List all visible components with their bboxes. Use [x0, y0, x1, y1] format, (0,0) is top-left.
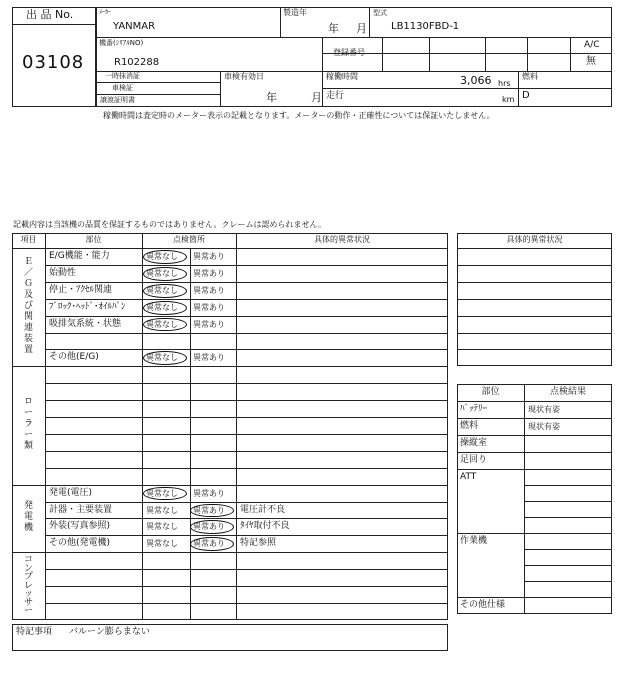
- group-label-char: ー: [23, 606, 33, 617]
- ac-label: A/C: [584, 40, 600, 50]
- parts-row-part: 操縦室: [460, 437, 488, 448]
- option-abnormal: 異常あり: [193, 539, 225, 549]
- table-header-3: 具体的異常状況: [314, 235, 370, 244]
- hours-notice: 稼働時間は査定時のメーター表示の記載となります。メーターの動作・正確性については保証いたしません。: [103, 111, 495, 120]
- fuel-label: 燃料: [522, 72, 538, 81]
- quality-notice: 記載内容は当該機の品質を保証するものではありません。クレームは認められません。: [13, 220, 326, 229]
- group-label-char: コ: [23, 555, 33, 566]
- option-normal: 異常なし: [146, 268, 178, 278]
- group-label-char: Ｅ: [23, 256, 33, 267]
- serial-label: 機番(ｼﾘｱﾙNO): [99, 39, 144, 47]
- group-label-char: ー: [23, 429, 33, 440]
- option-normal: 異常なし: [146, 285, 178, 295]
- serial-value: R102288: [114, 57, 160, 68]
- hours-label: 稼働時間: [326, 72, 358, 81]
- parts-row-part: ﾊﾞｯﾃﾘｰ: [460, 404, 488, 414]
- table-header-0: 項目: [20, 235, 37, 244]
- parts-row-part: ATT: [460, 471, 477, 482]
- parts-row-part: その他仕様: [460, 600, 506, 611]
- option-normal: 異常なし: [146, 319, 178, 329]
- group-label-char: ／: [23, 267, 33, 278]
- part-label: 計器・主要装置: [49, 504, 113, 515]
- group-label-char: 関: [23, 311, 33, 322]
- part-label: 外装(写真参照): [49, 521, 111, 532]
- part-label: 始動性: [49, 267, 77, 278]
- option-abnormal: 異常あり: [193, 252, 225, 261]
- option-abnormal: 異常あり: [193, 268, 225, 278]
- option-abnormal: 異常あり: [193, 285, 225, 295]
- month-unit: 月: [356, 22, 367, 35]
- option-abnormal: 異常あり: [193, 302, 225, 312]
- parts-row-part: 作業機: [460, 535, 488, 546]
- detail-header: 具体的異常状況: [506, 235, 563, 244]
- parts-row-part: 燃料: [460, 420, 479, 431]
- option-normal: 異常なし: [146, 353, 178, 363]
- year-unit: 年: [328, 22, 339, 35]
- group-label-char: ラ: [23, 418, 33, 429]
- option-abnormal: 異常あり: [193, 522, 225, 532]
- inspection-cert-label: 車検証: [112, 84, 133, 92]
- part-label: 発電(電圧): [49, 487, 93, 498]
- part-label: その他(発電機): [49, 538, 111, 549]
- vehicle-info-grid: [96, 7, 612, 107]
- group-label-char: Ｇ: [23, 278, 33, 289]
- group-label-char: 機: [23, 522, 33, 533]
- part-label: ﾌﾞﾛｯｸ･ﾍｯﾄﾞ･ｵｲﾙﾊﾟﾝ: [49, 301, 126, 312]
- group-label-char: 及: [23, 289, 33, 300]
- option-abnormal: 異常あり: [193, 488, 225, 498]
- group-label-char: 発: [23, 500, 33, 511]
- fuel-value: D: [522, 90, 530, 101]
- group-label-char: ン: [23, 563, 33, 574]
- hours-value: 3,066: [460, 74, 492, 87]
- abnormal-detail: 特記参照: [240, 538, 277, 549]
- remarks-value: バルーン膨らまない: [69, 627, 150, 637]
- parts-row-part: 足回り: [460, 454, 488, 465]
- group-label-char: サ: [23, 597, 33, 608]
- parts-header-part: 部位: [481, 387, 500, 397]
- inspection-expiry-label: 車検有効日: [224, 72, 264, 81]
- model-label: 型式: [373, 9, 387, 17]
- registration-label: 登録番号: [333, 48, 365, 57]
- part-label: 停止・ｱｸｾﾙ関連: [49, 284, 113, 295]
- abnormal-detail: ﾀｲﾔ取付不良: [240, 521, 290, 532]
- model-value: LB1130FBD-1: [391, 21, 460, 32]
- group-label-char: 電: [23, 511, 33, 522]
- maker-label: ﾒｰｶｰ: [99, 9, 112, 16]
- option-normal: 異常なし: [146, 522, 178, 532]
- option-abnormal: 異常あり: [193, 319, 225, 329]
- ac-value: 無: [586, 56, 596, 67]
- group-label-char: 装: [23, 333, 33, 344]
- remarks-label: 特記事項: [16, 627, 53, 637]
- group-label-char: 連: [23, 322, 33, 333]
- table-header-1: 部位: [85, 235, 102, 244]
- part-label: 吸排気系統・状態: [49, 318, 122, 329]
- hours-unit: hrs: [498, 79, 511, 88]
- group-label-char: ッ: [23, 589, 33, 600]
- parts-row-result: 現状有姿: [528, 405, 560, 414]
- km-unit: km: [502, 95, 515, 104]
- year-label: 製造年: [283, 8, 307, 17]
- table-header-2: 点検箇所: [173, 235, 205, 244]
- expiry-year-unit: 年: [266, 91, 277, 104]
- parts-header-result: 点検結果: [549, 387, 586, 397]
- part-label: E/G機能・能力: [49, 251, 110, 261]
- option-normal: 異常なし: [146, 488, 178, 498]
- lot-label: 出 品 No.: [26, 8, 74, 21]
- parts-row-result: 現状有姿: [528, 421, 560, 431]
- temp-plate-label: 一時抹消証: [105, 72, 140, 80]
- group-label-char: び: [23, 300, 33, 311]
- option-abnormal: 異常あり: [193, 505, 225, 515]
- option-normal: 異常なし: [146, 252, 178, 261]
- group-label-char: レ: [23, 580, 33, 591]
- transfer-cert-label: 譲渡証明書: [100, 96, 135, 104]
- mileage-label: 走行: [326, 91, 345, 101]
- option-normal: 異常なし: [146, 539, 178, 549]
- lot-number: 03108: [22, 52, 85, 73]
- part-label: その他(E/G): [49, 352, 99, 363]
- group-label-char: 置: [23, 344, 33, 355]
- option-normal: 異常なし: [146, 302, 178, 312]
- group-label-char: ー: [23, 407, 33, 418]
- option-normal: 異常なし: [146, 505, 178, 515]
- expiry-month-unit: 月: [311, 91, 322, 104]
- option-abnormal: 異常あり: [193, 353, 225, 363]
- maker-value: YANMAR: [113, 21, 156, 32]
- abnormal-detail: 電圧計不良: [240, 504, 286, 515]
- group-label-char: 類: [23, 440, 33, 451]
- group-label-char: プ: [23, 572, 33, 583]
- group-label-char: ロ: [23, 396, 33, 407]
